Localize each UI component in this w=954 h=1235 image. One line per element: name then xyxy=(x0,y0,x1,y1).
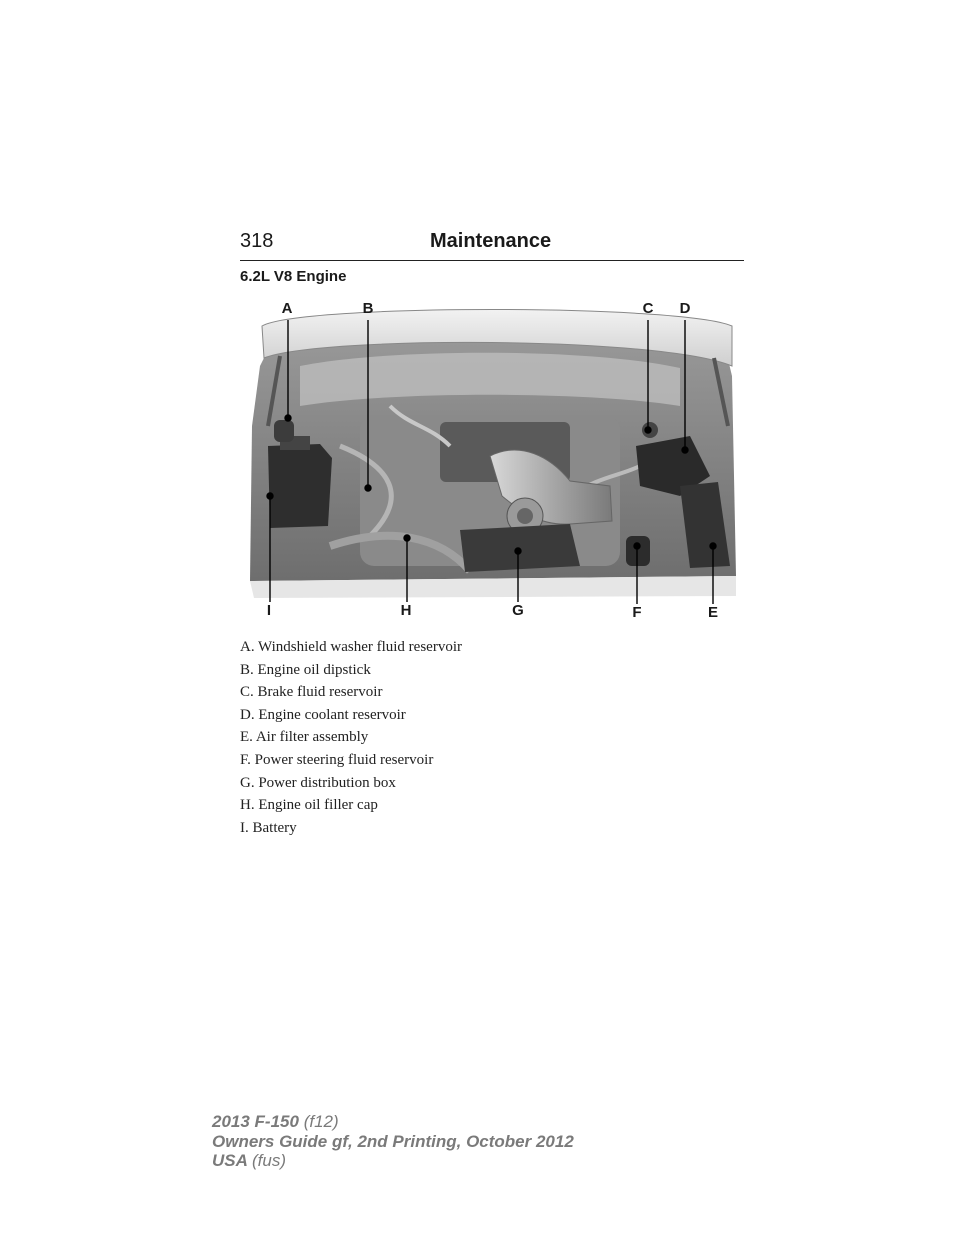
document-footer xyxy=(212,1112,574,1171)
legend-item: H. Engine oil filler cap xyxy=(240,797,378,814)
engine-illustration xyxy=(240,296,740,624)
subheading: 6.2L V8 Engine xyxy=(240,268,347,285)
footer-model: 2013 F-150 xyxy=(212,1112,299,1131)
page-number: 318 xyxy=(240,230,274,252)
footer-market-code: (fus) xyxy=(252,1151,286,1170)
callout-f: F xyxy=(632,604,642,621)
callout-h: H xyxy=(400,602,412,619)
legend-item: D. Engine coolant reservoir xyxy=(240,706,406,723)
section-title: Maintenance xyxy=(430,230,552,252)
page-header xyxy=(240,226,744,261)
footer-line-model xyxy=(212,1112,574,1132)
callout-e: E xyxy=(707,604,718,621)
callout-g: G xyxy=(512,602,524,619)
callout-c: C xyxy=(642,300,654,317)
footer-market: USA xyxy=(212,1151,248,1170)
footer-model-code: (f12) xyxy=(303,1112,339,1131)
callout-d: D xyxy=(679,300,691,317)
legend-item: A. Windshield washer fluid reservoir xyxy=(240,639,462,655)
legend-item: E. Air filter assembly xyxy=(240,729,369,746)
callout-i: I xyxy=(266,602,272,619)
footer-line-market xyxy=(212,1151,574,1171)
engine-compartment-figure xyxy=(240,296,740,624)
legend-item: G. Power distribution box xyxy=(240,774,396,791)
legend-item: B. Engine oil dipstick xyxy=(240,661,371,678)
legend-item: I. Battery xyxy=(240,819,297,836)
callout-b: B xyxy=(362,300,374,317)
callout-a: A xyxy=(281,300,293,317)
component-legend xyxy=(240,636,462,839)
legend-item: F. Power steering fluid reservoir xyxy=(240,751,434,768)
legend-item: C. Brake fluid reservoir xyxy=(240,684,383,701)
footer-printing: Owners Guide gf, 2nd Printing, October 2012 xyxy=(212,1131,574,1151)
